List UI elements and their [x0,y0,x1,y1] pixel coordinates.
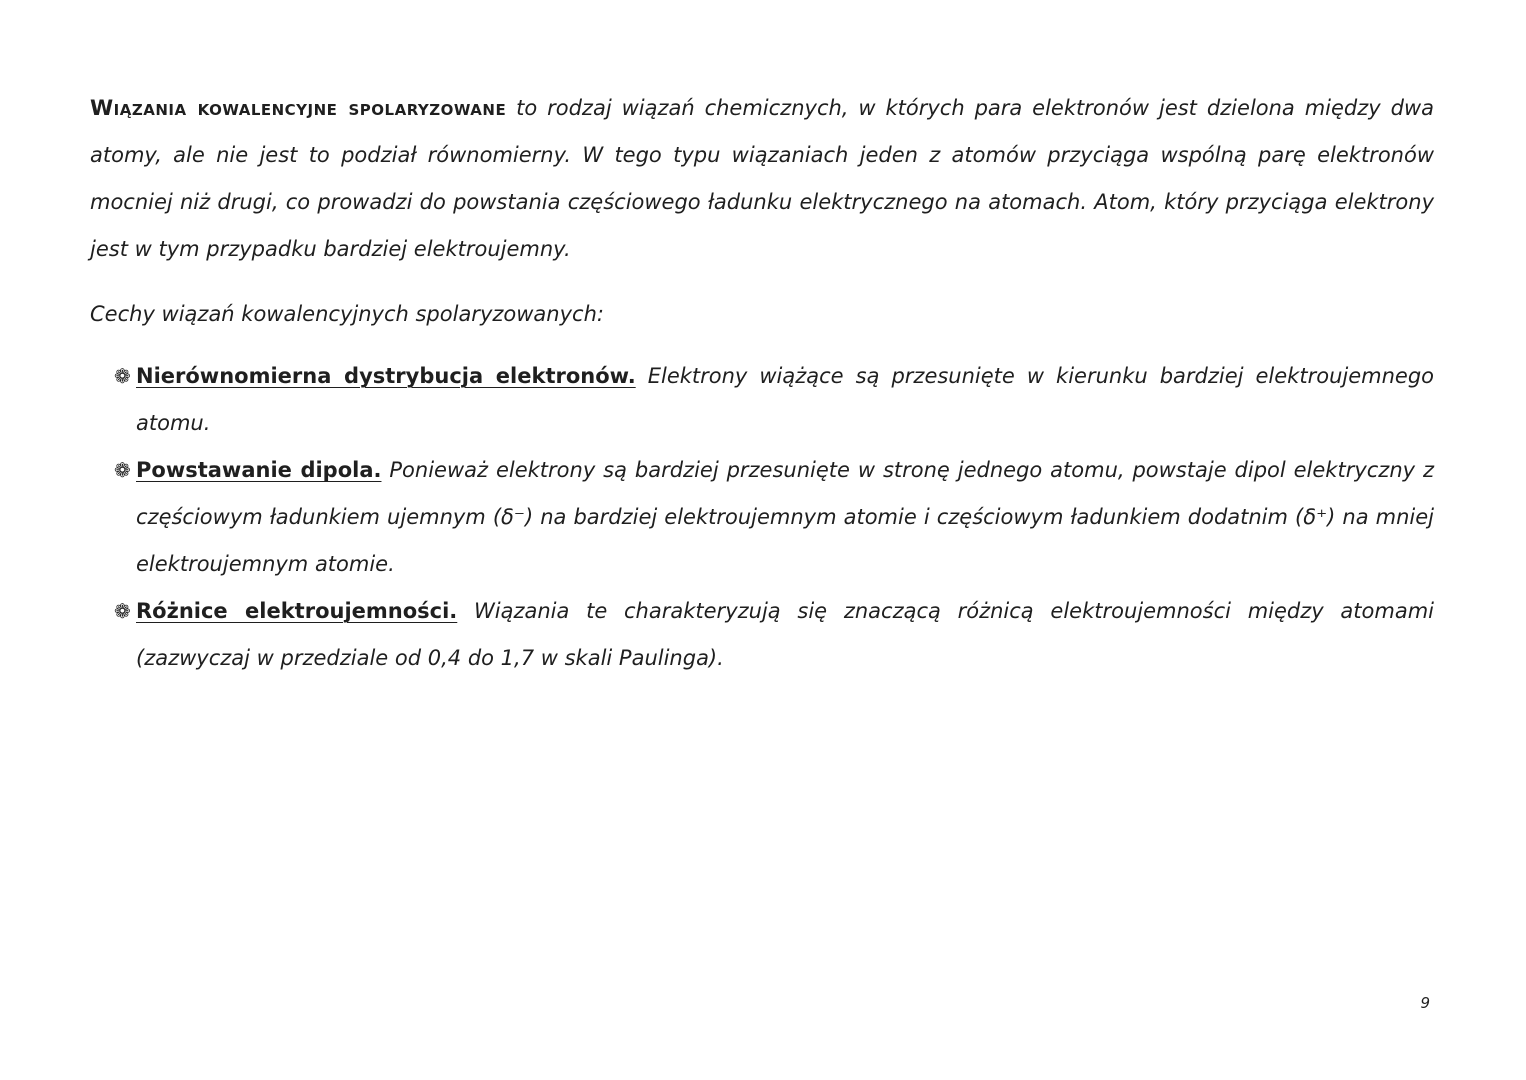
intro-paragraph [90,85,1434,273]
feature-text: Ponieważ elektrony są bardziej przesunięte w stronę jednego atomu, powstaje dipol elektryczny z częściowym ładunkiem ujemnym (δ⁻) na bardziej elektroujemnym atomie i częściowym ładunkiem dodatnim (δ⁺) na mniej elektroujemnym atomie. [136,458,1434,576]
feature-item [114,588,1434,682]
feature-title: Różnice elektroujemności. [136,599,458,623]
flower-bullet-icon: ❁ [114,458,131,482]
feature-title: Powstawanie dipola. [136,458,382,482]
feature-text: Elektrony wiążące są przesunięte w kierunku bardziej elektroujemnego atomu. [136,364,1434,435]
features-heading: Cechy wiązań kowalencyjnych spolaryzowanych: [90,302,604,326]
flower-bullet-icon: ❁ [114,364,131,388]
flower-bullet-icon: ❁ [114,599,131,623]
feature-item [114,447,1434,588]
page-number: 9 [1420,994,1430,1012]
feature-item [114,353,1434,447]
features-list [114,353,1434,682]
intro-term: Wiązania kowalencyjne spolaryzowane [90,96,507,120]
feature-text: Wiązania te charakteryzują się znaczącą różnicą elektroujemności między atomami (zazwyczaj w przedziale od 0,4 do 1,7 w skali Paulinga). [136,599,1434,670]
feature-title: Nierównomierna dystrybucja elektronów. [136,364,636,388]
intro-text: to rodzaj wiązań chemicznych, w których para elektronów jest dzielona między dwa atomy, ale nie jest to podział równomierny. W tego typu wiązaniach jeden z atomów przyciąga wspólną parę elektronów mocniej niż drugi, co prowadzi do powstania częściowego ładunku elektrycznego na atomach. Atom, który przyciąga elektrony jest w tym przypadku bardziej elektroujemny. [90,96,1434,261]
